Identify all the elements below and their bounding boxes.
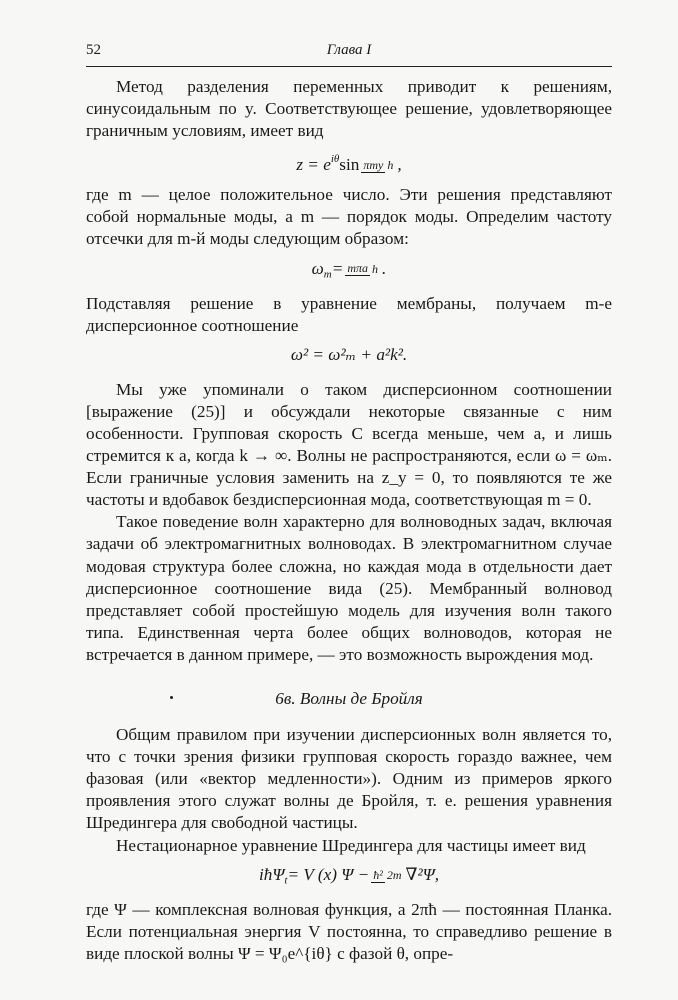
formula-z-denominator: h xyxy=(387,158,394,173)
running-header xyxy=(86,42,612,64)
formula-schr-tail: ∇²Ψ, xyxy=(405,864,440,884)
chapter-title: Глава I xyxy=(326,42,372,58)
formula-omega-numerator: mπa xyxy=(347,261,369,276)
formula-z xyxy=(86,148,612,178)
formula-dispersion xyxy=(86,343,612,373)
formula-omega-denominator: h xyxy=(372,261,379,276)
formula-omega-tail: . xyxy=(382,258,387,278)
formula-schr-denominator: 2m xyxy=(386,868,402,883)
formula-dispersion-text: ω² = ω²ₘ + a²k². xyxy=(290,344,408,364)
paragraph-6: Общим правилом при изучении дисперсионных волн является то, что с точки зрения физики групповая скорость гораздо важнее, чем фазовая (или «вектор медленности»). Одним из примеров яркого проявления этого служат волны де Бройля, т. е. решения уравнения Шредингера для свободной частицы. xyxy=(86,725,612,833)
paragraph-3: Подставляя решение в уравнение мембраны, получаем m-е дисперсионное соотношение xyxy=(86,293,612,335)
header-rule xyxy=(86,66,612,67)
page-number: 52 xyxy=(86,42,101,58)
formula-schr-mid: = V (x) Ψ − xyxy=(287,864,370,884)
formula-z-numerator: πmy xyxy=(363,157,384,172)
section-title: 6в. Волны де Бройля xyxy=(275,688,423,708)
paragraph-7: Нестационарное уравнение Шредингера для частицы имеет вид xyxy=(116,835,586,855)
formula-schr-left: iħΨ xyxy=(258,864,285,884)
formula-omega-m xyxy=(86,257,612,287)
formula-omega-sub: m xyxy=(323,268,332,280)
paragraph-4: Мы уже упоминали о таком дисперсионном соотношении [выражение (25)] и обсуждали некоторые связанные с ним особенности. Групповая скорость C всегда меньше, чем a, и лишь стремится к a, когда k → ∞. Волны не распространяются, если ω = ωₘ. Если граничные условия заменить на z_y = 0, то появляются те же частоты и вдобавок бездисперсионная мода, соответствующая m = 0. xyxy=(86,379,612,510)
formula-omega-fraction xyxy=(345,261,380,277)
formula-z-exponent: iθ xyxy=(330,153,340,166)
formula-omega-left: ω xyxy=(311,258,324,278)
paragraph-1: Метод разделения переменных приводит к решениям, синусоидальным по y. Соответствующее решение, удовлетворяющее граничным условиям, имеет вид xyxy=(86,77,612,141)
formula-schrodinger xyxy=(86,863,612,893)
formula-schr-numerator: ħ² xyxy=(373,867,383,882)
stray-dot xyxy=(170,696,173,699)
formula-z-sin: sin xyxy=(339,155,360,175)
formula-schr-fraction xyxy=(371,867,403,883)
formula-z-left: z = e xyxy=(296,155,331,175)
paragraph-2: где m — целое положительное число. Эти решения представляют собой нормальные моды, а m — порядок моды. Определим частоту отсечки для m-й моды следующим образом: xyxy=(86,185,612,249)
formula-omega-eq: = xyxy=(331,258,344,278)
formula-z-tail: , xyxy=(397,155,402,175)
page-body xyxy=(86,76,612,965)
formula-schr-sub: t xyxy=(284,874,288,887)
section-heading xyxy=(86,688,612,710)
formula-z-fraction xyxy=(361,157,395,173)
paragraph-8: где Ψ — комплексная волновая функция, а 2πħ — постоянная Планка. Если потенциальная энергия V постоянна, то справедливо решение в виде плоской волны Ψ = Ψ₀e^{iθ} с фазой θ, опре- xyxy=(86,899,612,963)
paragraph-5: Такое поведение волн характерно для волноводных задач, включая задачи об электромагнитных волноводах. В электромагнитном случае модовая структура более сложна, но каждая мода в отдельности дает дисперсионное соотношение вида (25). Мембранный волновод представляет собой простейшую модель для изучения волн такого типа. Единственная черта более общих волноводов, которая не встречается в данном примере, — это возможность вырождения мод. xyxy=(86,512,612,664)
